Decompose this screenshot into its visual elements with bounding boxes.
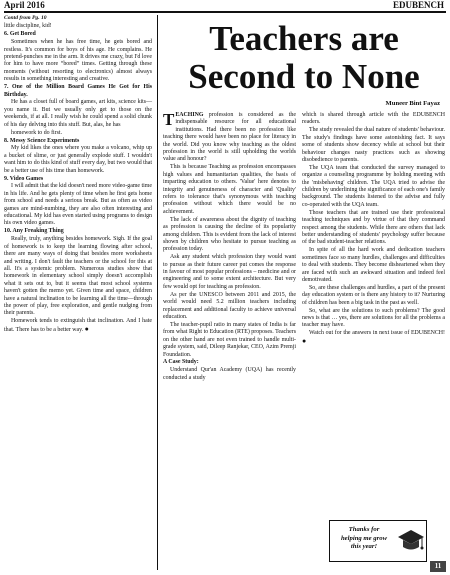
end-mark-icon: ● [84, 324, 89, 333]
paragraph: My kid likes the ones where you make a volcano, whip up a bucket of slime, or just generally explode stuff. I wouldn't want him to do this kind of stuff every day, but two would that be a better use of his time than homework. [4, 145, 152, 174]
subheading: 8. Messy Science Experiments [4, 137, 80, 144]
lead-paragraph [163, 112, 296, 164]
subheading: 7. One of the Million Board Games He Got for His Birthday. [4, 84, 152, 98]
thanks-box [329, 520, 427, 562]
paragraph-text: Watch out for the answers in next issue of EDUBENCH! [309, 330, 445, 337]
paragraph: The teacher-pupil ratio in many states of India is far from what Right to Education (RTE) proposes. Teachers on the other hand are not even trained to handle multi-grade system, said, Dileep Ranjekar, CEO, Azim Premji Foundation. [163, 321, 296, 358]
paragraph [4, 318, 152, 334]
thanks-line: this year! [350, 543, 378, 550]
paragraph: The study revealed the dual nature of students' behaviour. The study's findings have some astonishing fact. It says some of students show decency while at school but their behaviour changes nasty practices such as showing disobedience to parents. [302, 127, 445, 163]
magazine-name: EDUBENCH [392, 0, 444, 10]
lead-word: EACHING [175, 112, 204, 118]
paragraph: Those teachers that are trained use their professional teaching techniques and by virtue of that they command respect among the students. While there are others that lack better understanding of students' psychology suffer because of the bad student-teacher relations. [302, 209, 445, 246]
page-number: 11 [430, 561, 446, 572]
column-divider [157, 15, 158, 570]
end-mark-icon: ● [302, 336, 307, 345]
paragraph: homework to do first. [11, 129, 63, 136]
subheading: 9. Video Games [4, 175, 44, 182]
article-title: Teachers are Second to None [188, 19, 420, 96]
paragraph: So, are these challenges and hurdles, a part of the present day education system or is there any history to it? Nurturing of children has been a big task in the past as well. [302, 284, 445, 306]
graduation-cap-icon [397, 527, 425, 555]
subheading: 10. Any Freaking Thing [4, 228, 64, 235]
subheading: A Case Study: [163, 359, 199, 366]
paragraph: This is because Teaching as profession encompasses high values and humanitarian qualities, the basis of imparting education to others. 'Value' here denotes to integrity and genuineness of character and 'Quality' refers to tolerance that's synonymous with teaching profession without which there would be no achievement. [163, 164, 296, 215]
drop-cap: T [163, 110, 175, 129]
paragraph: Understand Qur'an Academy (UQA) has recently conducted a study [163, 367, 296, 381]
paragraph: So, what are the solutions to such problems? The good news is that … yes, there are solutions for all the problems a teacher may have. [302, 307, 445, 329]
continued-note: Contd from Pg. 10 [4, 15, 47, 21]
paragraph: I will admit that the kid doesn't need more video-game time in his life. And he gets plenty of time when he first gets home from school and needs a serious break. But as often as video games are mind-numbing, they are also often interesting and educational. My kid has even started using programs to design his own video games. [4, 183, 152, 227]
thanks-message [333, 526, 395, 552]
subheading: 6. Get Bored [4, 31, 36, 38]
paragraph: He has a closet full of board games, art kits, science kits—you name it. But we usually only get to those on the weekends, if at all. I really wish he could spend a solid chunk of his day delving into this stuff. But, alas, he has [4, 99, 152, 128]
thanks-line: helping me grow [340, 534, 388, 542]
author-byline: Muneer Bint Fayaz [385, 100, 440, 107]
paragraph: The lack of awareness about the dignity of teaching as profession is causing the decline of its popularity among children. This is evident from the lack of interest shown by children who hesitate to pursue teaching as profession today. [163, 216, 296, 253]
paragraph-text: Homework tends to extinguish that inclination. And I hate that. There has to be a better way. [4, 318, 152, 333]
article-column-1 [163, 112, 296, 383]
paragraph [302, 330, 445, 346]
issue-date: April 2016 [4, 0, 45, 10]
paragraph: little discipline, kid! [4, 23, 52, 30]
paragraph: As per the UNESCO between 2011 and 2015, the world would need 5.2 million teachers including replacement and additional faculty to achieve universal education. [163, 291, 296, 320]
paragraph: The UQA team that conducted the survey managed to organize a counseling programme by holding meeting with the 'misbehaving' children. The UQA tried to advise the children by underlining the significance of each one's family background. The students listened to the advise and fully co-operated with the UQA team. [302, 164, 445, 208]
article-column-2 [302, 112, 445, 347]
paragraph: Ask any student which profession they would want to pursue as their future career put comes the response in favour of most popular professions – medicine and or engineering and to some extent architecture. But very few would opt for teaching as profession. [163, 254, 296, 290]
left-column [4, 15, 152, 335]
paragraph: which is shared through article with the EDUBENCH readers. [302, 112, 445, 126]
thanks-line: Thanks for [348, 526, 380, 533]
paragraph: In spite of all the hard work and dedication teachers sometimes face so many hurdles, challenges and difficulties to deal with students. They become disheartened when they are faced with such an awkward situation and indeed feel demotivated. [302, 247, 445, 283]
paragraph-text: profession is considered as the indispensable resource for all educational institutions. Had there been no profession like teaching there would have been no place for literacy in the world. Did you know why teaching as the oldest profession in the world is still upholding the worlds value and honour? [163, 112, 296, 163]
paragraph: Sometimes when he has free time, he gets bored and restless. It's common for boys of his age. He complains. He pretend-punches me in the arm. It drives me crazy, but I'd love for him to have more “bored” times. Getting through these moments (without resorting to electronics) almost always results in something interesting and creative. [4, 39, 152, 83]
header-rule [4, 11, 446, 13]
paragraph: Really, truly, anything besides homework. Sigh. If the goal of homework is to keep the learning flowing after school, there are many ways of doing that besides more worksheets and writing. I don't fault the teachers or the school for this at all. It's a systemic problem. Numerous studies show that homework in elementary school simply doesn't accomplish what it sets out to, but it seems that most school systems haven't gotten the memo yet. Given time and space, children have a natural inclination to be learning all the time—through the power of play, free exploration, and gentle nudging from their parents. [4, 236, 152, 317]
